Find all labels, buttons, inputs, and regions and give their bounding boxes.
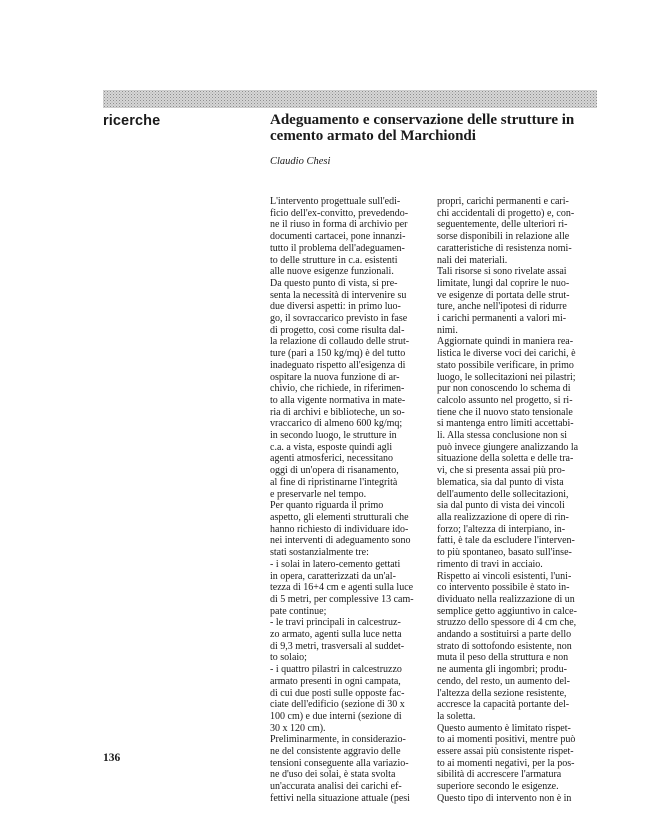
text-line: Da questo punto di vista, si pre- (270, 277, 398, 289)
text-line: calcolo assunto nel progetto, si ri- (437, 394, 573, 406)
text-line: Rispetto ai vincoli esistenti, l'uni- (437, 570, 572, 582)
text-line: ture, anche nell'ipotesi di ridurre (437, 301, 567, 313)
text-line: dividuato nella realizzazione di un (437, 593, 575, 605)
text-line: superiore secondo le esigenze. (437, 781, 559, 793)
text-line: ospitare la nuova funzione di ar- (270, 371, 400, 383)
text-line: ture (pari a 150 kg/mq) è del tutto (270, 348, 406, 360)
text-line: ficio dell'ex-convitto, prevedendo- (270, 207, 409, 219)
text-line: rimento di travi in acciaio. (437, 558, 543, 570)
text-line: oggi di un'opera di risanamento, (270, 465, 399, 477)
text-line: tiene che il nuovo stato tensionale (437, 406, 573, 418)
text-line: - i solai in latero-cemento gettati (270, 558, 401, 570)
text-line: agenti atmosferici, necessitano (270, 453, 394, 465)
text-line: ne il riuso in forma di archivio per (270, 219, 408, 231)
right-text-column (437, 196, 594, 805)
left-text-column (270, 196, 424, 805)
text-line: di cui due posti sulle opposte fac- (270, 687, 405, 699)
text-line: Aggiornate quindi in maniera rea- (437, 336, 574, 348)
text-line: e preservarle nel tempo. (270, 488, 367, 500)
text-line: ne aumenta gli ingombri; produ- (437, 664, 567, 676)
text-line: nei interventi di adeguamento sono (270, 535, 411, 547)
text-line: tensioni conseguente alla variazio- (270, 757, 409, 769)
text-line: vi, che si presenta assai più pro- (437, 465, 566, 477)
text-line: to delle strutture in c.a. esistenti (270, 254, 398, 266)
text-line: ria di archivi e biblioteche, un so- (270, 406, 405, 418)
text-line: Preliminarmente, in considerazio- (270, 734, 406, 746)
text-line: struzzo dello spessore di 4 cm che, (437, 617, 577, 629)
text-line: essere assai più consistente rispet- (437, 746, 574, 758)
text-line: può invece giungere analizzando la (437, 441, 579, 453)
text-line: Per quanto riguarda il primo (270, 500, 384, 512)
text-line: i carichi permanenti a valori mi- (437, 313, 567, 325)
header-band (103, 90, 597, 108)
text-line: go, il sovraccarico previsto in fase (270, 313, 408, 325)
page-number: 136 (103, 752, 121, 764)
text-line: to ai momenti negativi, per la pos- (437, 757, 575, 769)
text-line: di 9,3 metri, trasversali al suddet- (270, 640, 405, 652)
text-line: stati sostanzialmente tre: (270, 547, 369, 559)
text-line: semplice getto aggiuntivo in calce- (437, 605, 577, 617)
text-line: sibilità di accrescere l'armatura (437, 769, 562, 781)
text-line: pate continue; (270, 605, 327, 617)
text-line: situazione della soletta e delle tra- (437, 453, 574, 465)
text-line: la relazione di collaudo delle strut- (270, 336, 410, 348)
text-line: in secondo luogo, le strutture in (270, 430, 397, 442)
text-line: nali dei materiali. (437, 254, 508, 266)
text-line: blematica, sia dal punto di vista (437, 476, 564, 488)
text-line: alla realizzazione di opere di rin- (437, 511, 569, 523)
text-line: chivio, che richiede, in riferimen- (270, 383, 405, 395)
text-line: L'intervento progettuale sull'edi- (270, 196, 401, 207)
text-line: Questo aumento è limitato rispet- (437, 722, 571, 734)
text-line: - le travi principali in calcestruz- (270, 617, 401, 629)
text-line: vraccarico di almeno 600 kg/mq; (270, 418, 403, 430)
text-line: dell'aumento delle sollecitazioni, (437, 488, 569, 500)
text-line: la soletta. (437, 710, 476, 722)
text-line: cendo, del resto, un aumento del- (437, 675, 571, 687)
text-line: strato di sottofondo esistente, non (437, 640, 572, 652)
text-line: chi accidentali di progetto) e, con- (437, 207, 575, 219)
text-line: propri, carichi permanenti e cari- (437, 196, 569, 207)
text-line: due diversi aspetti: in primo luo- (270, 301, 401, 313)
text-line: tezza di 16+4 cm e agenti sulla luce (270, 582, 414, 594)
text-line: accresce la capacità portante del- (437, 699, 570, 711)
text-line: sia dal punto di vista dei vincoli (437, 500, 565, 512)
text-line: Tali risorse si sono rivelate assai (437, 266, 567, 278)
text-line: un'accurata analisi dei carichi ef- (270, 781, 402, 793)
text-line: ne d'uso dei solai, è stata svolta (270, 769, 396, 781)
text-line: pur non conoscendo lo schema di (437, 383, 571, 395)
text-line: - i quattro pilastri in calcestruzzo (270, 664, 402, 676)
text-line: muta il peso della struttura e non (437, 652, 569, 664)
article-author: Claudio Chesi (270, 156, 331, 167)
text-line: di 5 metri, per complessive 13 cam- (270, 593, 414, 605)
section-label: ricerche (103, 113, 161, 129)
text-line: luogo, le sollecitazioni nei pilastri; (437, 371, 576, 383)
text-line: stato possibile verificare, in primo (437, 359, 574, 371)
text-line: inadeguato rispetto all'esigenza di (270, 359, 406, 371)
text-line: listica le diverse voci dei carichi, è (437, 348, 576, 360)
text-line: fettivi nella situazione attuale (pesi (270, 792, 410, 804)
text-line: senta la necessità di intervenire su (270, 289, 407, 301)
text-line: hanno richiesto di individuare ido- (270, 523, 409, 535)
text-line: c.a. a vista, esposte quindi agli (270, 441, 393, 453)
text-line: aspetto, gli elementi strutturali che (270, 511, 409, 523)
title-line: cemento armato del Marchiondi (270, 128, 476, 144)
text-line: 100 cm) e due interni (sezione di (270, 710, 402, 722)
text-line: ve esigenze di portata delle strut- (437, 289, 570, 301)
text-line: fatti, è tale da escludere l'interven- (437, 535, 575, 547)
text-line: sorse disponibili in relazione alle (437, 231, 570, 243)
text-line: si mantenga entro limiti accettabi- (437, 418, 574, 430)
text-line: to solaio; (270, 652, 307, 664)
text-line: li. Alla stessa conclusione non si (437, 430, 567, 442)
text-line: Questo tipo di intervento non è in (437, 792, 572, 804)
text-line: tutto il problema dell'adeguamen- (270, 242, 405, 254)
text-line: seguentemente, delle ulteriori ri- (437, 219, 568, 231)
text-line: alle nuove esigenze funzionali. (270, 266, 394, 278)
text-line: in opera, caratterizzati da un'al- (270, 570, 396, 582)
text-line: forzo; l'altezza di interpiano, in- (437, 523, 566, 535)
article-title (270, 112, 610, 144)
text-line: ciate dell'edificio (sezione di 30 x (270, 699, 405, 711)
text-line: to più spontaneo, basato sull'inse- (437, 547, 572, 559)
text-line: di progetto, così come risulta dal- (270, 324, 405, 336)
text-line: zo armato, agenti sulla luce netta (270, 629, 402, 641)
text-line: andando a sostituirsi a parte dello (437, 629, 572, 641)
text-line: documenti cartacei, pone innanzi- (270, 231, 406, 243)
text-line: al fine di ripristinarne l'integrità (270, 476, 398, 488)
text-line: 30 x 120 cm). (270, 722, 326, 734)
text-line: ne del consistente aggravio delle (270, 746, 401, 758)
text-line: limitate, lungi dal coprire le nuo- (437, 277, 570, 289)
text-line: nimi. (437, 324, 458, 336)
text-line: co intervento possibile è stato in- (437, 582, 570, 594)
text-line: armato presenti in ogni campata, (270, 675, 401, 687)
title-line: Adeguamento e conservazione delle strutture in (270, 112, 575, 128)
text-line: to ai momenti positivi, mentre può (437, 734, 576, 746)
text-line: to alla vigente normativa in mate- (270, 394, 406, 406)
text-line: l'altezza della sezione resistente, (437, 687, 567, 699)
text-line: caratteristiche di resistenza nomi- (437, 242, 572, 254)
